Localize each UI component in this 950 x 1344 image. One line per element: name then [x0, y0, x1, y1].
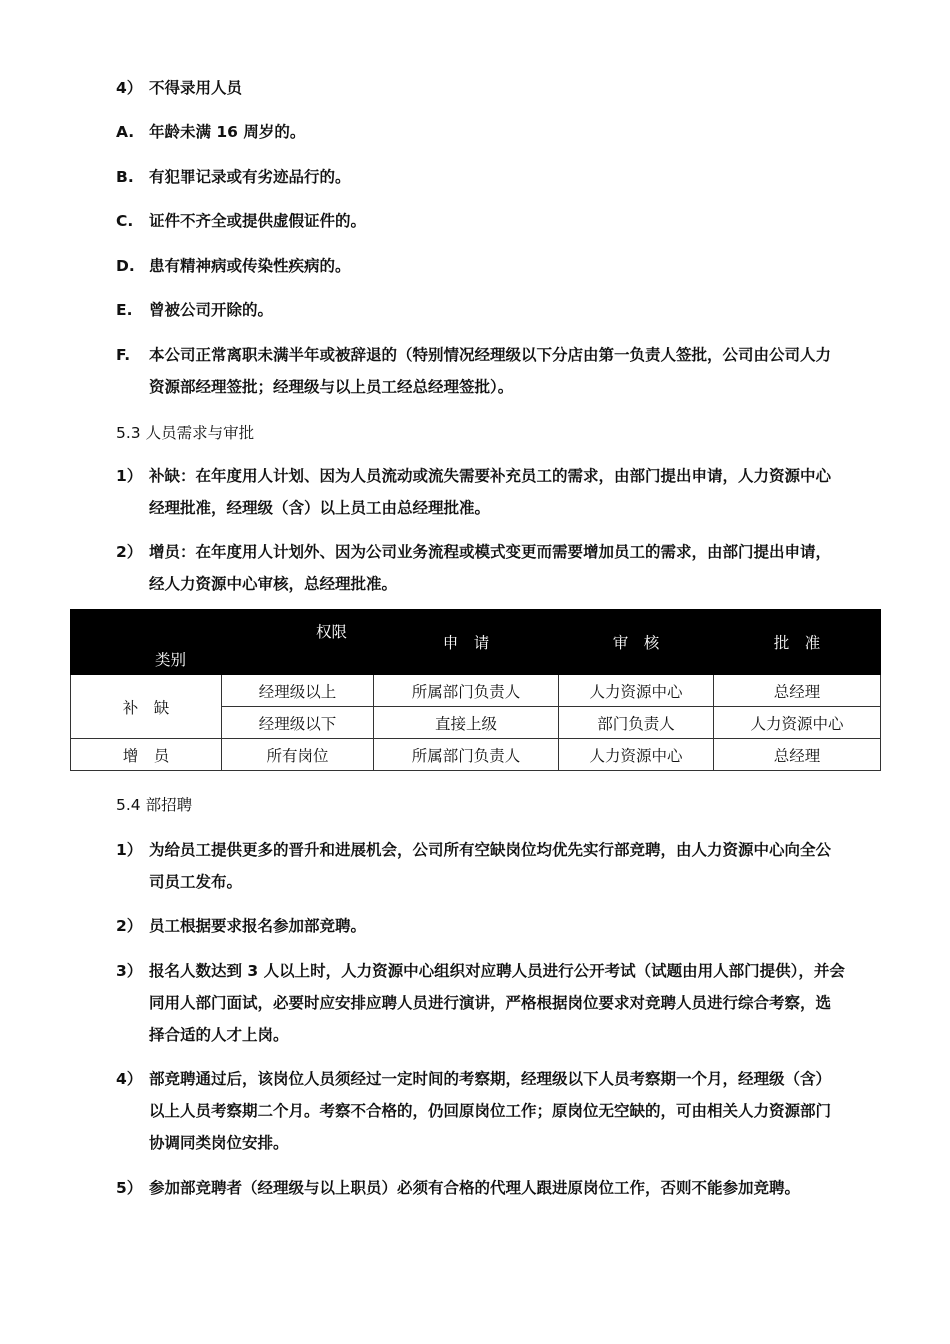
list-label: 4）: [116, 1070, 143, 1088]
section-title: 5.4 部招聘: [116, 796, 193, 814]
list-item: [116, 1063, 846, 1159]
header-category: 类别: [155, 651, 187, 669]
cell-level: 所有岗位: [222, 739, 374, 771]
table-header-row: [71, 610, 881, 675]
list-text: 增员：在年度用人计划外、因为公司业务流程或模式变更而需要增加员工的需求，由部门提出申请，经人力资源中心审核，总经理批准。: [149, 543, 832, 593]
list-label: B.: [116, 168, 134, 186]
list-label: C.: [116, 212, 134, 230]
list-label: 2）: [116, 917, 143, 935]
cell-apply: 直接上级: [374, 707, 559, 739]
cell-approve: 总经理: [714, 675, 881, 707]
list-text: 患有精神病或传染性疾病的。: [149, 257, 351, 275]
cell-type: 补 缺: [71, 675, 222, 739]
list-text: 员工根据要求报名参加部竞聘。: [149, 917, 367, 935]
list-text: 不得录用人员: [149, 79, 243, 97]
list-label: 2）: [116, 543, 143, 561]
header-review: 审 核: [559, 610, 714, 675]
header-approve: 批 准: [714, 610, 881, 675]
list-item: [116, 536, 846, 600]
list-label: 1）: [116, 467, 143, 485]
table-row: [71, 739, 881, 771]
list-text: 曾被公司开除的。: [149, 301, 274, 319]
list-item: [116, 910, 846, 942]
list-item: [116, 1172, 846, 1204]
cell-apply: 所属部门负责人: [374, 675, 559, 707]
list-text: 证件不齐全或提供虚假证件的。: [149, 212, 367, 230]
list-label: 3）: [116, 962, 143, 980]
list-label: F.: [116, 346, 131, 364]
table-row: [71, 675, 881, 707]
list-label: E.: [116, 301, 133, 319]
list-text: 部竞聘通过后，该岗位人员须经过一定时间的考察期，经理级以下人员考察期一个月，经理级（含）以上人员考察期二个月。考察不合格的，仍回原岗位工作；原岗位无空缺的，可由相关人力资源部门协调同类岗位安排。: [149, 1070, 832, 1152]
list-item: [116, 161, 846, 193]
cell-type: 增 员: [71, 739, 222, 771]
list-item: [116, 250, 846, 282]
list-item: [116, 116, 846, 148]
header-diagonal-cell: [71, 610, 374, 675]
cell-apply: 所属部门负责人: [374, 739, 559, 771]
list-text: 报名人数达到 3 人以上时，人力资源中心组织对应聘人员进行公开考试（试题由用人部门提供），并会同用人部门面试，必要时应安排应聘人员进行演讲，严格根据岗位要求对竞聘人员进行综合考察，选择合适的人才上岗。: [149, 962, 845, 1044]
list-item: [116, 294, 846, 326]
list-label: 5）: [116, 1179, 143, 1197]
list-label: A.: [116, 123, 135, 141]
list-text: 参加部竞聘者（经理级与以上职员）必须有合格的代理人跟进原岗位工作，否则不能参加竞聘。: [149, 1179, 801, 1197]
cell-review: 部门负责人: [559, 707, 714, 739]
cell-level: 经理级以上: [222, 675, 374, 707]
list-label: 1）: [116, 841, 143, 859]
list-text: 为给员工提供更多的晋升和进展机会，公司所有空缺岗位均优先实行部竞聘，由人力资源中心向全公司员工发布。: [149, 841, 832, 891]
list-label: 4）: [116, 79, 143, 97]
list-item: [116, 834, 846, 898]
list-item: [116, 205, 846, 237]
cell-review: 人力资源中心: [559, 739, 714, 771]
list-item: [116, 339, 846, 403]
list-item: [116, 955, 846, 1051]
header-apply: 申 请: [374, 610, 559, 675]
cell-approve: 人力资源中心: [714, 707, 881, 739]
list-text: 年龄未满 16 周岁的。: [149, 123, 306, 141]
list-text: 有犯罪记录或有劣迹品行的。: [149, 168, 351, 186]
list-text: 补缺：在年度用人计划、因为人员流动或流失需要补充员工的需求，由部门提出申请，人力资源中心经理批准，经理级（含）以上员工由总经理批准。: [149, 467, 832, 517]
list-item-heading: [116, 72, 846, 104]
list-label: D.: [116, 257, 135, 275]
header-authority: 权限: [315, 623, 347, 641]
cell-approve: 总经理: [714, 739, 881, 771]
list-item: [116, 460, 846, 524]
approval-table: [70, 609, 881, 771]
cell-review: 人力资源中心: [559, 675, 714, 707]
list-text: 本公司正常离职未满半年或被辞退的（特别情况经理级以下分店由第一负责人签批，公司由公司人力资源部经理签批；经理级与以上员工经总经理签批）。: [149, 346, 832, 396]
cell-level: 经理级以下: [222, 707, 374, 739]
section-title: 5.3 人员需求与审批: [116, 424, 255, 442]
